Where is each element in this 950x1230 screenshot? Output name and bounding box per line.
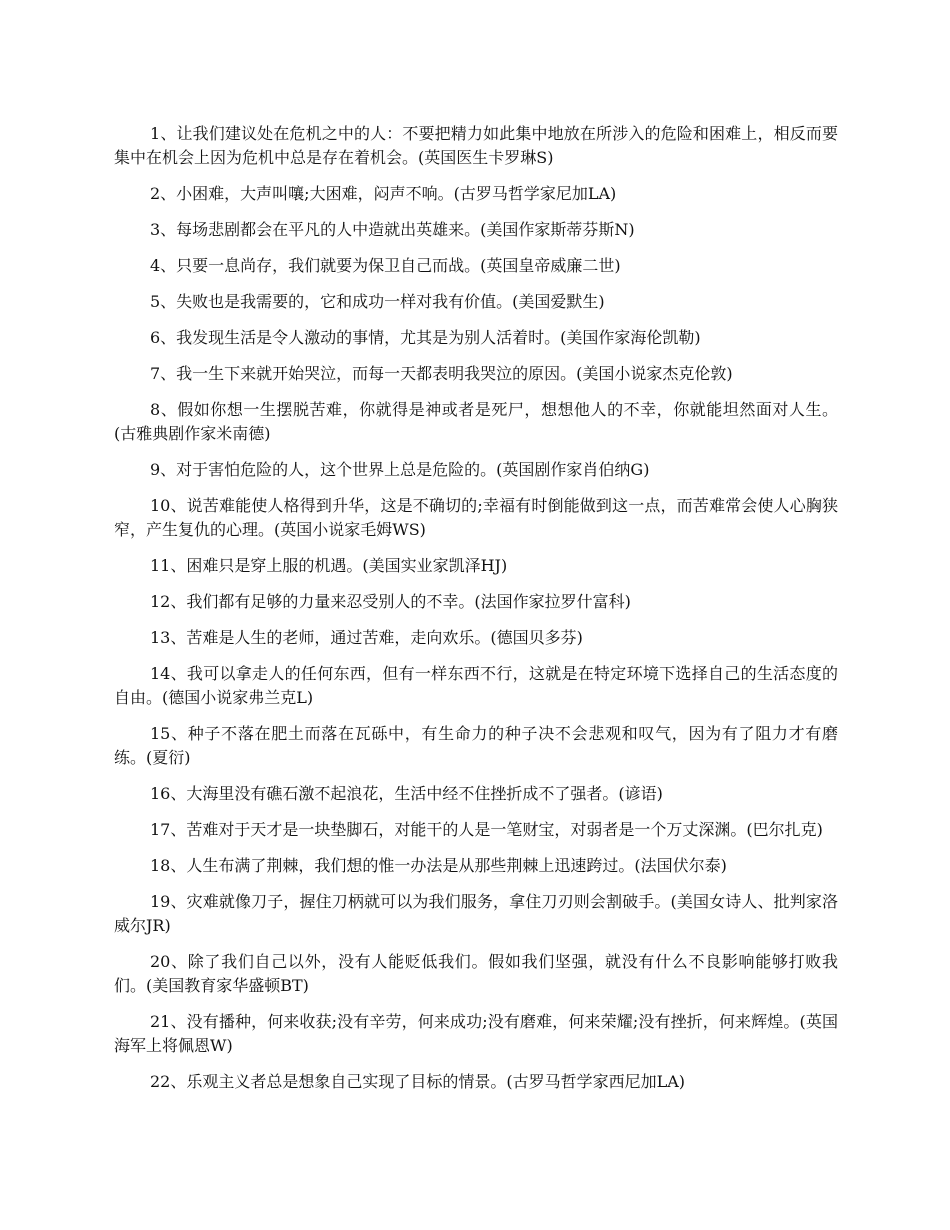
quote-13: 13、苦难是人生的老师，通过苦难，走向欢乐。(德国贝多芬) xyxy=(150,628,583,647)
quote-22: 22、乐观主义者总是想象自己实现了目标的情景。(古罗马哲学家西尼加LA) xyxy=(150,1072,686,1091)
quote-12: 12、我们都有足够的力量来忍受别人的不幸。(法国作家拉罗什富科) xyxy=(150,592,631,611)
quote-2: 2、小困难，大声叫嚷;大困难，闷声不响。(古罗马哲学家尼加LA) xyxy=(150,184,617,203)
quote-1: 1、让我们建议处在危机之中的人：不要把精力如此集中地放在所涉入的危险和困难上，相反而要集中在机会上因为危机中总是存在着机会。(英国医生卡罗琳S) xyxy=(114,124,838,167)
quote-18: 18、人生布满了荆棘，我们想的惟一办法是从那些荆棘上迅速跨过。(法国伏尔泰) xyxy=(150,856,727,875)
quote-17: 17、苦难对于天才是一块垫脚石，对能干的人是一笔财宝，对弱者是一个万丈深渊。(巴尔扎克) xyxy=(150,820,823,839)
quote-11: 11、困难只是穿上服的机遇。(美国实业家凯泽HJ) xyxy=(150,556,508,575)
quote-10: 10、说苦难能使人格得到升华，这是不确切的;幸福有时倒能做到这一点，而苦难常会使人心胸狭窄，产生复仇的心理。(英国小说家毛姆WS) xyxy=(114,496,838,539)
quote-16: 16、大海里没有礁石激不起浪花，生活中经不住挫折成不了强者。(谚语) xyxy=(150,784,663,803)
quote-20: 20、除了我们自己以外，没有人能贬低我们。假如我们坚强，就没有什么不良影响能够打败我们。(美国教育家华盛顿BT) xyxy=(114,952,838,995)
quote-14: 14、我可以拿走人的任何东西，但有一样东西不行，这就是在特定环境下选择自己的生活态度的自由。(德国小说家弗兰克L) xyxy=(114,664,838,707)
quote-6: 6、我发现生活是令人激动的事情，尤其是为别人活着时。(美国作家海伦凯勒) xyxy=(150,328,701,347)
document-body xyxy=(114,122,838,1106)
quote-21: 21、没有播种，何来收获;没有辛劳，何来成功;没有磨难，何来荣耀;没有挫折，何来辉煌。(英国海军上将佩恩W) xyxy=(114,1012,838,1055)
quote-4: 4、只要一息尚存，我们就要为保卫自己而战。(英国皇帝威廉二世) xyxy=(150,256,621,275)
quote-19: 19、灾难就像刀子，握住刀柄就可以为我们服务，拿住刀刃则会割破手。(美国女诗人、批判家洛威尔JR) xyxy=(114,892,838,935)
quote-7: 7、我一生下来就开始哭泣，而每一天都表明我哭泣的原因。(美国小说家杰克伦敦) xyxy=(150,364,733,383)
quote-8: 8、假如你想一生摆脱苦难，你就得是神或者是死尸，想想他人的不幸，你就能坦然面对人生。(古雅典剧作家米南德) xyxy=(114,400,838,443)
quote-3: 3、每场悲剧都会在平凡的人中造就出英雄来。(美国作家斯蒂芬斯N) xyxy=(150,220,635,239)
quote-5: 5、失败也是我需要的，它和成功一样对我有价值。(美国爱默生) xyxy=(150,292,605,311)
quote-15: 15、种子不落在肥土而落在瓦砾中，有生命力的种子决不会悲观和叹气，因为有了阻力才有磨练。(夏衍) xyxy=(114,724,838,767)
quote-9: 9、对于害怕危险的人，这个世界上总是危险的。(英国剧作家肖伯纳G) xyxy=(150,460,650,479)
